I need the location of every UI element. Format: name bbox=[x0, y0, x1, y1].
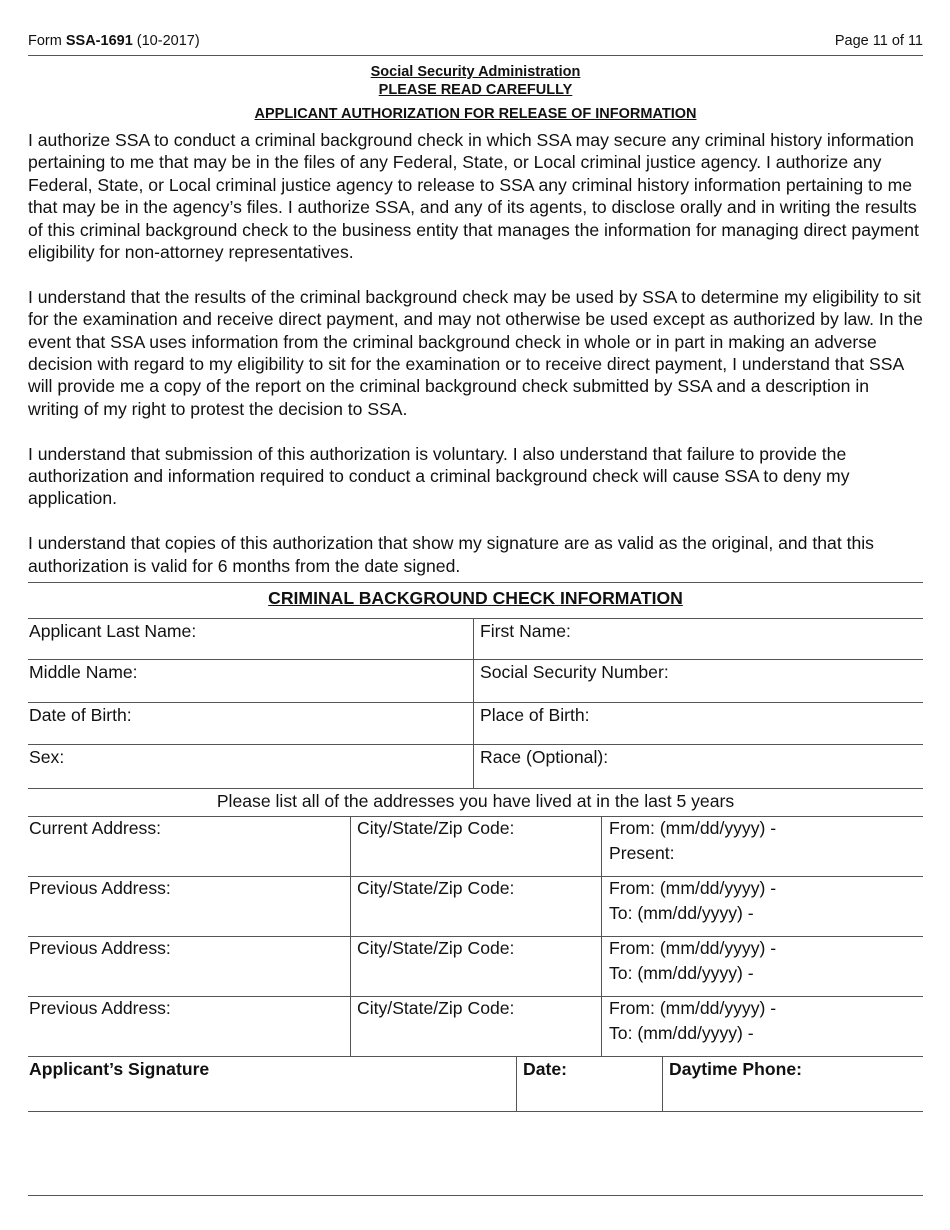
address-from[interactable]: From: (mm/dd/yyyy) - bbox=[609, 998, 777, 1018]
table-line bbox=[28, 1111, 923, 1112]
paragraph-copies: I understand that copies of this authorization that show my signature are as valid as the original, and that this authorization is valid for 6 months from the date signed. bbox=[28, 533, 874, 576]
address-city[interactable]: City/State/Zip Code: bbox=[357, 878, 515, 898]
paragraph-voluntary: I understand that submission of this authorization is voluntary. I also understand that failure to provide the authorization and information required to conduct a criminal background check will cause SSA to deny my application. bbox=[28, 443, 850, 509]
address-city[interactable]: City/State/Zip Code: bbox=[357, 998, 515, 1018]
address-to[interactable]: To: (mm/dd/yyyy) - bbox=[609, 963, 754, 983]
signature-divider-2 bbox=[662, 1056, 663, 1111]
agency-title: Social Security Administration bbox=[370, 64, 581, 80]
address-instructions: Please list all of the addresses you have lived at in the last 5 years bbox=[216, 791, 735, 811]
address-from[interactable]: From: (mm/dd/yyyy) - bbox=[609, 818, 777, 838]
form-page bbox=[28, 0, 923, 1230]
form-date: (10-2017) bbox=[132, 33, 200, 49]
address-to[interactable]: To: (mm/dd/yyyy) - bbox=[609, 903, 754, 923]
address-from[interactable]: From: (mm/dd/yyyy) - bbox=[609, 878, 777, 898]
titles-block bbox=[28, 63, 923, 123]
date-field[interactable]: Date: bbox=[523, 1059, 567, 1079]
address-label[interactable]: Previous Address: bbox=[29, 878, 171, 898]
signature-divider-1 bbox=[516, 1056, 517, 1111]
form-prefix: Form bbox=[28, 33, 66, 49]
form-number: SSA-1691 bbox=[65, 33, 133, 49]
paragraph-authorize: I authorize SSA to conduct a criminal background check in which SSA may secure any criminal history information pertaining to me that may be in the files of any Federal, State, or Local criminal justice agency. I authorize any Federal, State, or Local criminal justice agency to release to SSA any criminal history information pertaining to me that may be in the agency’s files. I authorize SSA, and any of its agents, to disclose orally and in writing the results of this criminal background check to the business entity that manages the information for managing direct payment eligibility for non-attorney representatives. bbox=[28, 130, 919, 263]
middle-name-field[interactable]: Middle Name: bbox=[29, 662, 138, 682]
last-name-field[interactable]: Applicant Last Name: bbox=[29, 621, 197, 641]
section-title: CRIMINAL BACKGROUND CHECK INFORMATION bbox=[268, 588, 683, 608]
footer-rule bbox=[28, 1195, 923, 1196]
section-divider bbox=[28, 582, 923, 583]
ssn-field[interactable]: Social Security Number: bbox=[480, 662, 669, 682]
form-header bbox=[28, 33, 923, 56]
notice-title: PLEASE READ CAREFULLY bbox=[378, 82, 573, 98]
address-city[interactable]: City/State/Zip Code: bbox=[357, 818, 515, 838]
table-divider bbox=[473, 618, 474, 788]
address-to[interactable]: Present: bbox=[609, 843, 675, 863]
form-id bbox=[28, 33, 200, 49]
sex-field[interactable]: Sex: bbox=[29, 747, 65, 767]
race-field[interactable]: Race (Optional): bbox=[480, 747, 609, 767]
pob-field[interactable]: Place of Birth: bbox=[480, 705, 590, 725]
daytime-phone-field[interactable]: Daytime Phone: bbox=[669, 1059, 802, 1079]
address-label[interactable]: Current Address: bbox=[29, 818, 162, 838]
dob-field[interactable]: Date of Birth: bbox=[29, 705, 132, 725]
address-from[interactable]: From: (mm/dd/yyyy) - bbox=[609, 938, 777, 958]
signature-field[interactable]: Applicant’s Signature bbox=[29, 1059, 210, 1079]
address-label[interactable]: Previous Address: bbox=[29, 998, 171, 1018]
authorization-heading: APPLICANT AUTHORIZATION FOR RELEASE OF INFORMATION bbox=[254, 106, 697, 122]
address-to[interactable]: To: (mm/dd/yyyy) - bbox=[609, 1023, 754, 1043]
page-number: Page 11 of 11 bbox=[834, 33, 923, 49]
address-city[interactable]: City/State/Zip Code: bbox=[357, 938, 515, 958]
authorization-text bbox=[28, 129, 923, 599]
address-label[interactable]: Previous Address: bbox=[29, 938, 171, 958]
first-name-field[interactable]: First Name: bbox=[480, 621, 571, 641]
paragraph-results: I understand that the results of the criminal background check may be used by SSA to determine my eligibility to sit for the examination and receive direct payment, and may not otherwise be used except as authorized by law. In the event that SSA uses information from the criminal background check in whole or in part in making an adverse decision with regard to my eligibility to sit for the examination or to receive direct payment, I understand that SSA will provide me a copy of the report on the criminal background check submitted by SSA and a description in writing of my right to protest the decision to SSA. bbox=[28, 286, 923, 419]
